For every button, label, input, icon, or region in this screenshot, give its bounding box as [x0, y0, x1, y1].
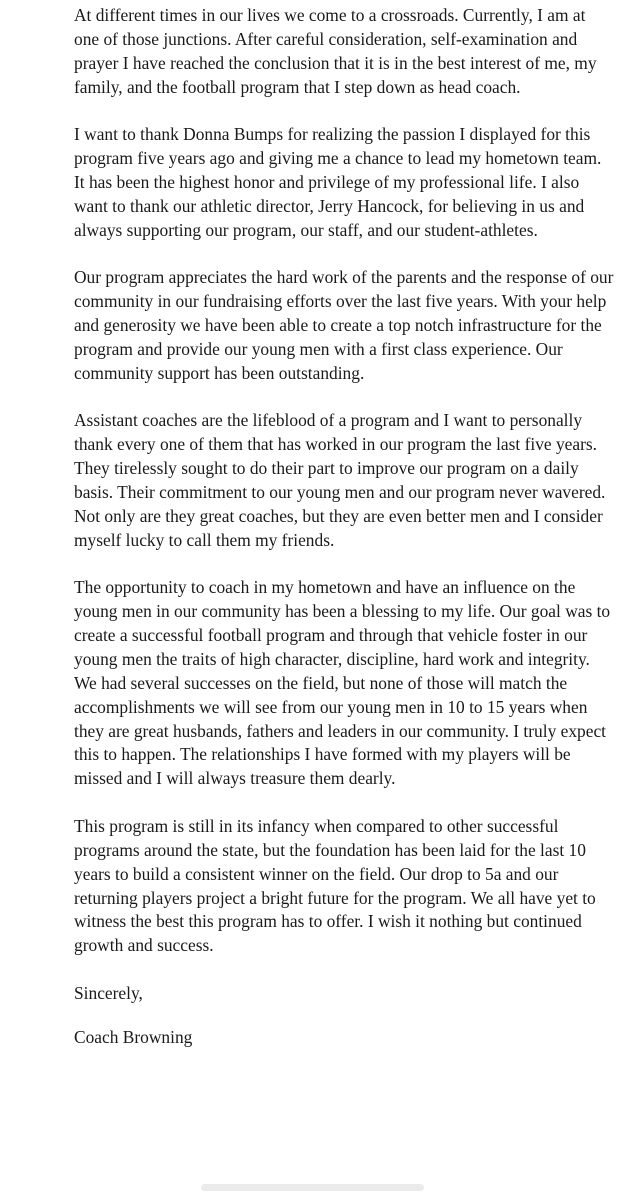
paragraph-future: This program is still in its infancy when compared to other successful programs around the state, but the foundation has been laid for the last 10 years to build a consistent winner on the field. Our drop to 5a and our returning players project a bright future for the program. We all have yet to witness the best this program has to offer. I wish it nothing but continued growth and success. [74, 815, 596, 956]
signature: Coach Browning [74, 1026, 193, 1047]
resignation-letter [74, 4, 614, 1050]
closing-salutation: Sincerely, [74, 982, 143, 1003]
paragraph-assistant-coaches: Assistant coaches are the lifeblood of a program and I want to personally thank every one of them that has worked in our program the last five years. They tirelessly sought to do their part to improve our program on a daily basis. Their commitment to our young men and our program never wavered. Not only are they great coaches, but they are even better men and I consider myself lucky to call them my friends. [74, 410, 606, 550]
paragraph-thanks: I want to thank Donna Bumps for realizing the passion I displayed for this program five years ago and giving me a chance to lead my hometown team. It has been the highest honor and privilege of my professional life. I also want to thank our athletic director, Jerry Hancock, for believing in us and always supporting our program, our staff, and our student-athletes. [74, 124, 602, 240]
paragraph-crossroads: At different times in our lives we come to a crossroads. Currently, I am at one of those junctions. After careful consideration, self-examination and prayer I have reached the conclusion that it is in the best interest of me, my family, and the football program that I step down as head coach. [74, 5, 597, 97]
home-indicator-bar[interactable] [201, 1184, 424, 1191]
paragraph-community: Our program appreciates the hard work of the parents and the response of our community in our fundraising efforts over the last five years. With your help and generosity we have been able to create a top notch infrastructure for the program and provide our young men with a first class experience. Our community support has been outstanding. [74, 267, 614, 383]
paragraph-hometown: The opportunity to coach in my hometown and have an influence on the young men in our community has been a blessing to my life. Our goal was to create a successful football program and through that vehicle foster in our young men the traits of high character, discipline, hard work and integrity. We had several successes on the field, but none of those will match the accomplishments we will see from our young men in 10 to 15 years when they are great husbands, fathers and leaders in our community. I truly expect this to happen. The relationships I have formed with my players will be missed and I will always treasure them dearly. [74, 577, 611, 789]
